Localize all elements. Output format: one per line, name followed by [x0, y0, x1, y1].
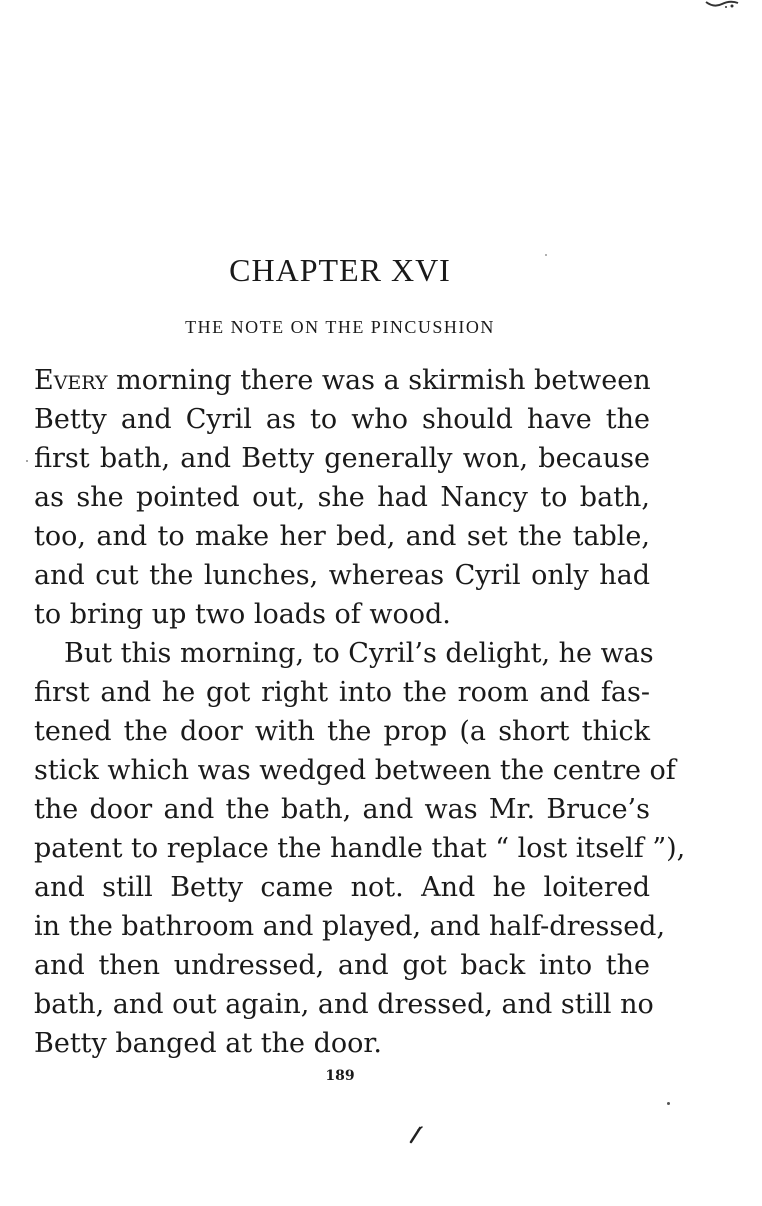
text-line: and cut the lunches, whereas Cyril only had: [34, 560, 650, 591]
text-line: the door and the bath, and was Mr. Bruce’s: [34, 794, 650, 825]
text-line: tened the door with the prop (a short thick: [34, 716, 650, 747]
page-number: 189: [325, 1068, 355, 1084]
text-line: Betty banged at the door.: [34, 1028, 382, 1059]
text-line: stick which was wedged between the centre of: [34, 755, 676, 786]
paper-speck: [667, 1102, 670, 1105]
chapter-title: CHAPTER XVI: [229, 252, 451, 288]
text-line: as she pointed out, she had Nancy to bath,: [34, 482, 650, 513]
paper-speck: [545, 254, 547, 256]
text-line: first bath, and Betty generally won, because: [34, 443, 650, 474]
chapter-subtitle: THE NOTE ON THE PINCUSHION: [185, 317, 495, 337]
drop-word: Every: [34, 365, 108, 396]
pen-mark-icon: [407, 1124, 425, 1144]
text-line: too, and to make her bed, and set the table,: [34, 521, 650, 552]
chapter-body: [34, 361, 686, 1063]
text-line-content: morning there was a skirmish between: [107, 365, 651, 396]
text-line: to bring up two loads of wood.: [34, 599, 451, 630]
text-line: and then undressed, and got back into the: [34, 950, 650, 981]
text-line: Betty and Cyril as to who should have the: [34, 404, 650, 435]
text-line: bath, and out again, and dressed, and still no: [34, 989, 654, 1020]
text-line: patent to replace the handle that “ lost itself ”),: [34, 833, 686, 864]
paper-speck: [26, 460, 28, 462]
corner-smudge-icon: [704, 0, 740, 10]
text-line: But this morning, to Cyril’s delight, he was: [64, 638, 654, 669]
text-line: first and he got right into the room and fas-: [34, 677, 650, 708]
text-line: and still Betty came not. And he loitered: [34, 872, 650, 903]
text-line: [34, 361, 650, 400]
text-line: in the bathroom and played, and half-dressed,: [34, 911, 666, 942]
